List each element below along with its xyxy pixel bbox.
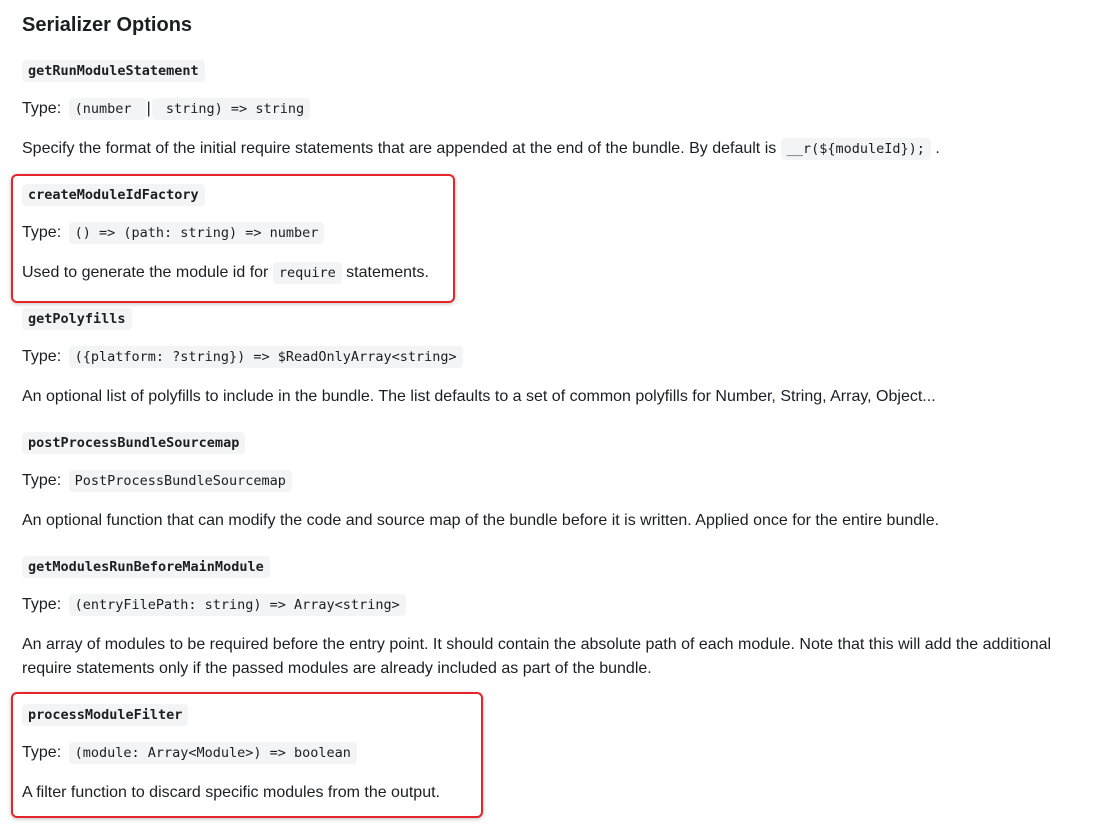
option-type: [22, 594, 406, 616]
page-title: Serializer Options: [22, 14, 193, 36]
type-label: Type:: [22, 744, 62, 761]
option-name: [22, 308, 132, 330]
highlight-box-create-module-id-factory: [11, 174, 455, 303]
option-name: [22, 556, 270, 578]
type-code-part: string) => string: [152, 98, 310, 120]
option-type: [22, 98, 310, 120]
option-description: A filter function to discard specific modules from the output.: [22, 784, 440, 801]
option-name-code: createModuleIdFactory: [22, 184, 205, 206]
type-code: () => (path: string) => number: [69, 222, 325, 244]
option-description: An optional function that can modify the code and source map of the bundle before it is written. Applied once for the entire bundle.: [22, 512, 940, 529]
option-name-code: getPolyfills: [22, 308, 132, 330]
highlight-box-process-module-filter: [11, 692, 483, 818]
option-name: [22, 60, 205, 82]
option-description: An optional list of polyfills to include in the bundle. The list defaults to a set of common polyfills for Number, String, Array, Object...: [22, 388, 936, 405]
type-code: (entryFilePath: string) => Array<string>: [69, 594, 406, 616]
option-name-code: getModulesRunBeforeMainModule: [22, 556, 270, 578]
type-code-part: (number: [69, 98, 146, 120]
type-label: Type:: [22, 472, 62, 489]
option-name-code: processModuleFilter: [22, 704, 188, 726]
type-code: PostProcessBundleSourcemap: [69, 470, 292, 492]
type-label: Type:: [22, 100, 62, 117]
option-name-code: getRunModuleStatement: [22, 60, 205, 82]
option-description: An array of modules to be required before the entry point. It should contain the absolute path of each module. Note that this will add the additional require statements only if the passed modules are already included as part of the bundle.: [22, 636, 1052, 677]
option-name-code: postProcessBundleSourcemap: [22, 432, 245, 454]
inline-code: __r(${moduleId});: [781, 138, 931, 160]
option-description: Used to generate the module id for require statements.: [22, 261, 1088, 285]
inline-code: require: [273, 262, 342, 284]
type-code: (module: Array<Module>) => boolean: [69, 742, 357, 764]
type-label: Type:: [22, 596, 62, 613]
option-name: [22, 432, 245, 454]
option-type: [22, 470, 292, 492]
option-type: [22, 346, 463, 368]
option-description: Specify the format of the initial require statements that are appended at the end of the bundle. By default is __r(${moduleId}); .: [22, 137, 1088, 161]
type-code: ({platform: ?string}) => $ReadOnlyArray<string>: [69, 346, 463, 368]
type-separator: |: [146, 100, 151, 117]
type-label: Type:: [22, 348, 62, 365]
type-label: Type:: [22, 224, 62, 241]
